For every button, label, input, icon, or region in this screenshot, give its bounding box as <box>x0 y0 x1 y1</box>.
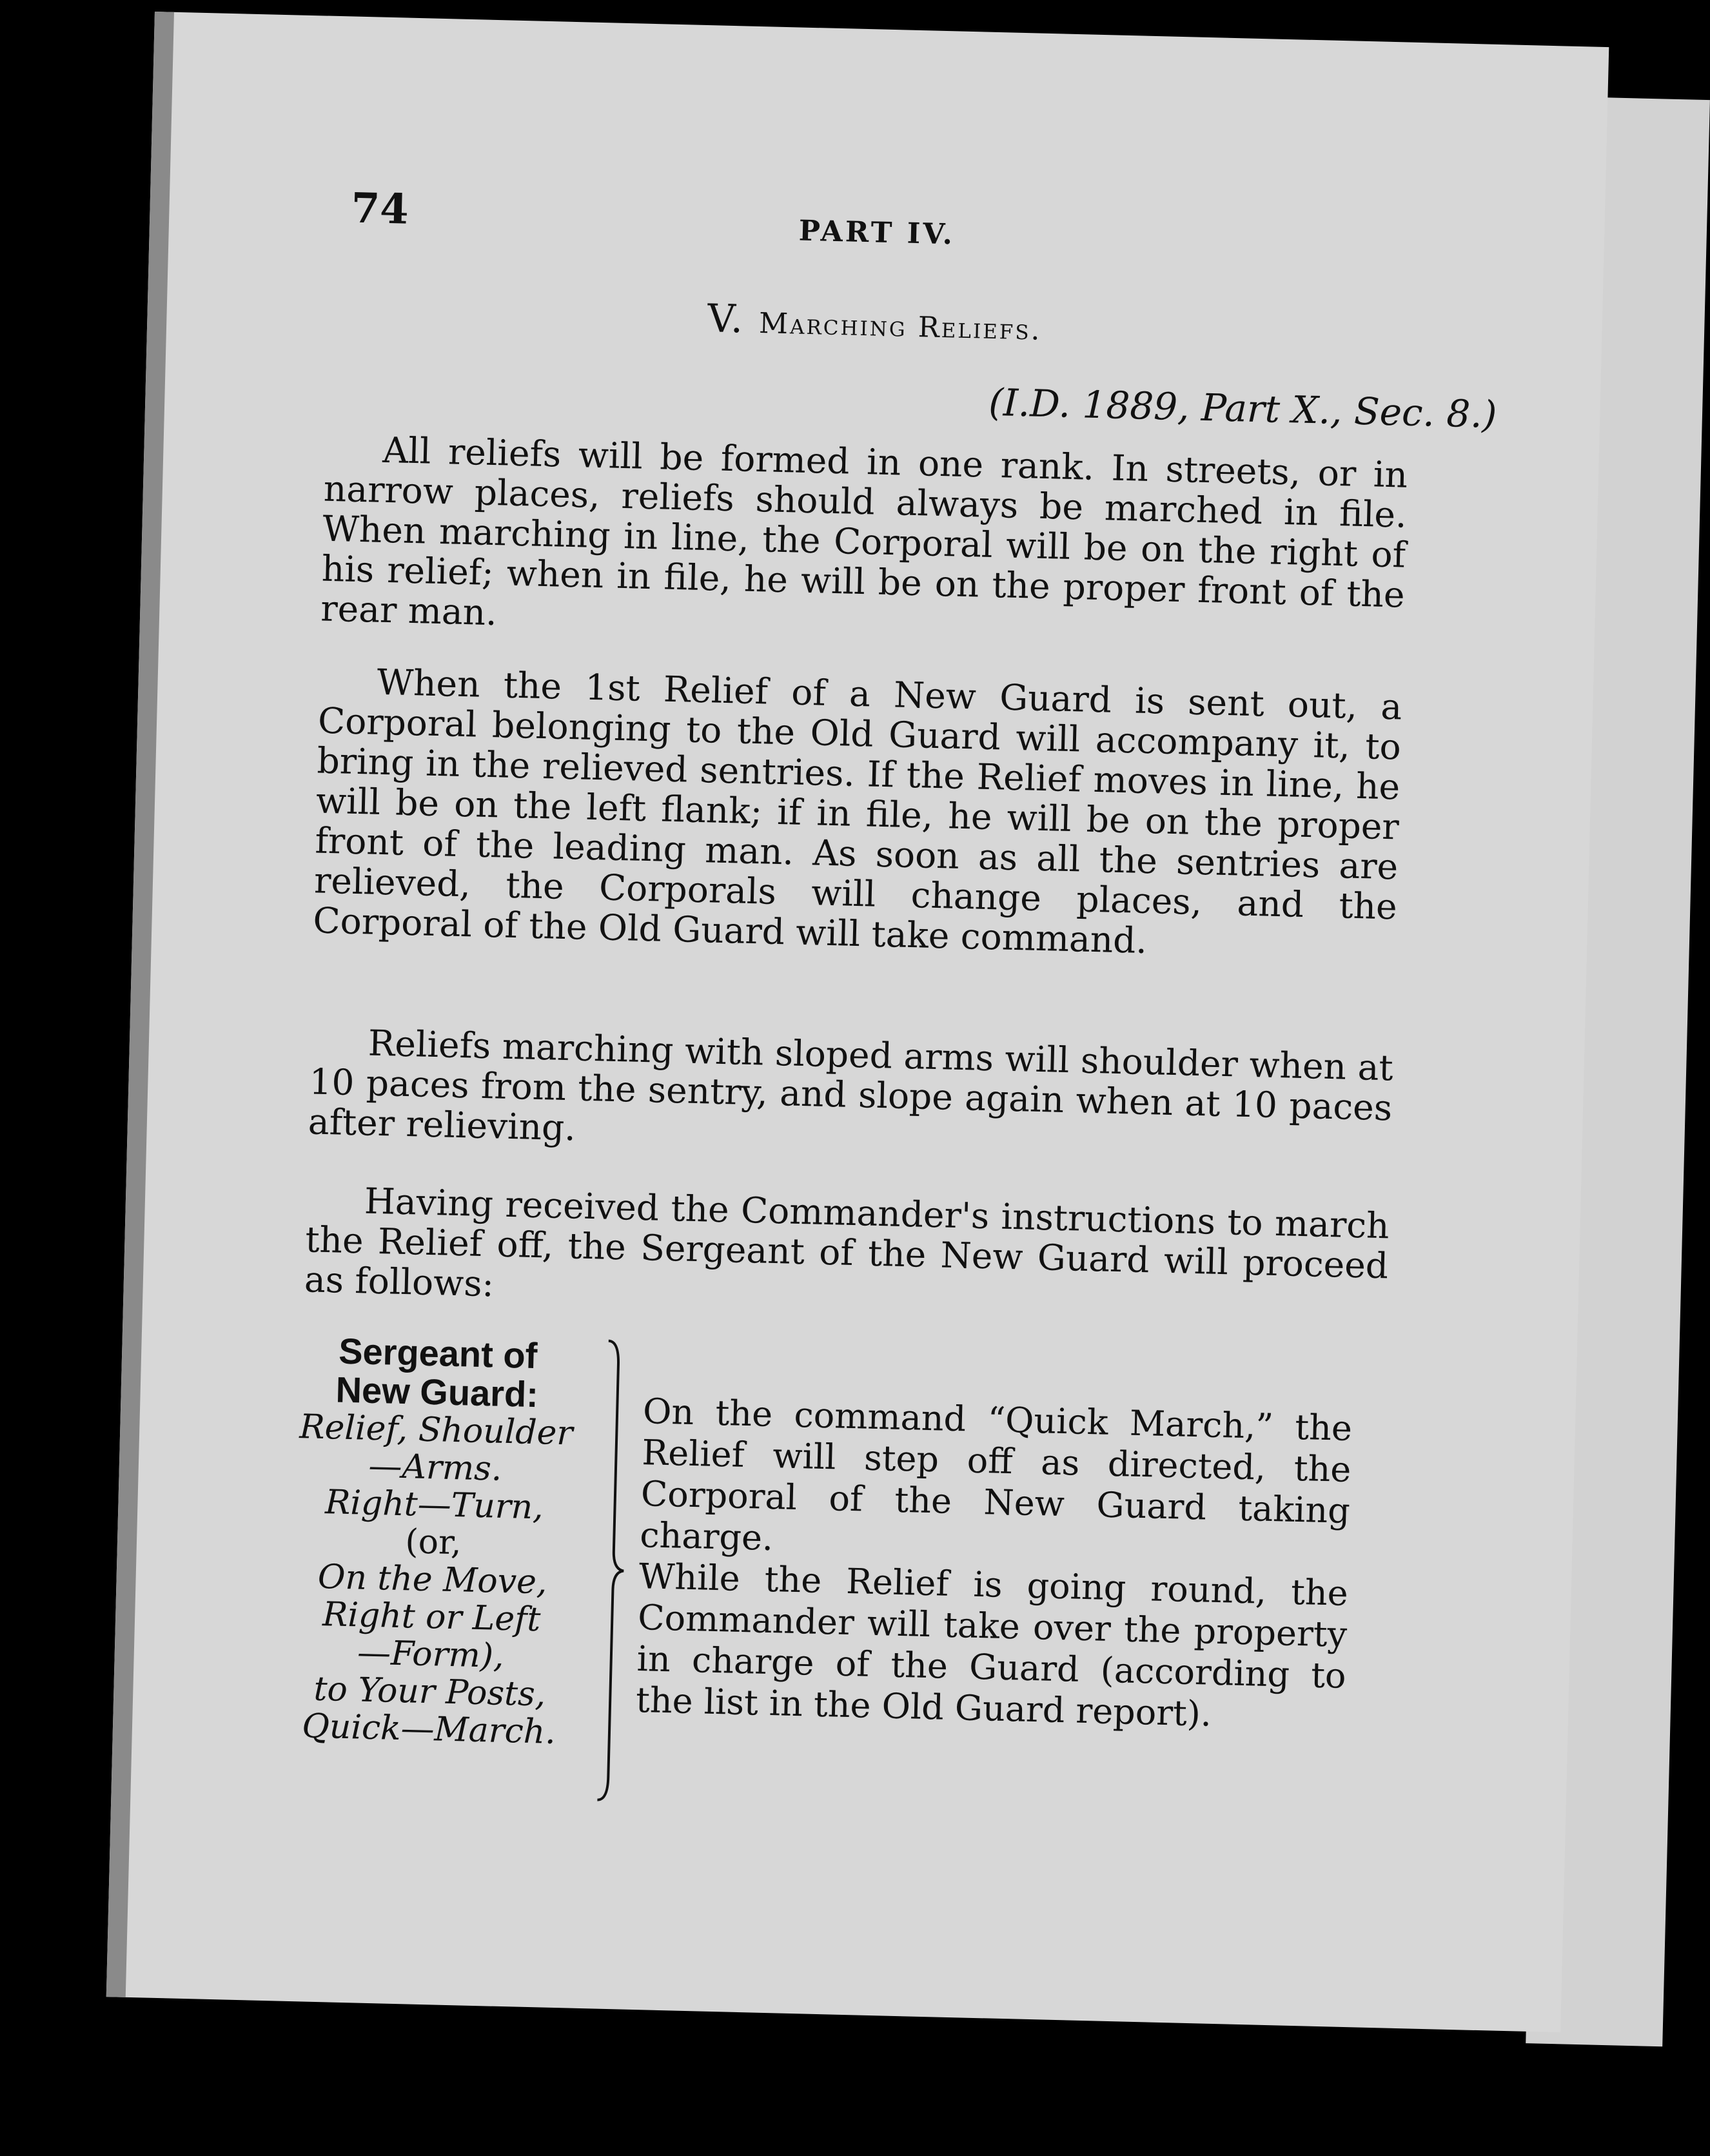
section-numeral: V. <box>707 296 746 342</box>
drill-command: Relief, Shoulder <box>299 1407 573 1453</box>
page-number: 74 <box>350 184 409 234</box>
paragraph: All reliefs will be formed in one rank. In streets, or in narrow places, reliefs should always be marched in file. When marching in line, the Corporal will be on the right of his relief; when in file, he will be on the proper front of the rear man. <box>320 429 1408 634</box>
drill-command: Quick—March. <box>301 1707 556 1752</box>
drill-command: —Arms. <box>368 1446 503 1489</box>
paragraph: Having received the Commander's instructions to march the Relief off, the Sergeant of the New Guard will proceed as follows: <box>304 1180 1390 1305</box>
running-head: PART IV. <box>798 214 956 251</box>
drill-commands <box>267 1330 600 1752</box>
drill-heading-line: New Guard: <box>335 1369 539 1415</box>
drill-note: On the command “Quick March,” the Relief will step off as directed, the Corporal of the New Guard taking charge. <box>639 1391 1353 1559</box>
drill-table <box>266 1330 1451 1848</box>
drill-command: On the Move, <box>317 1557 548 1602</box>
drill-note: While the Relief is going round, the Commander will take over the property in charge of the Guard (according to the list in the Old Guard report). <box>635 1556 1349 1734</box>
drill-notes <box>635 1391 1352 1738</box>
drill-command: to Your Posts, <box>313 1669 546 1714</box>
drill-command: Right or Left <box>322 1595 542 1640</box>
drill-command: (or, <box>404 1522 462 1563</box>
section-title-text: Marching Reliefs. <box>758 307 1043 347</box>
drill-heading-line: Sergeant of <box>338 1330 538 1377</box>
drill-command: —Form), <box>357 1633 505 1676</box>
curly-brace <box>595 1338 632 1803</box>
paragraph: Reliefs marching with sloped arms will shoulder when at 10 paces from the sentry, and slope again when at 10 paces after relieving. <box>308 1022 1394 1149</box>
section-title <box>147 282 1602 363</box>
drill-command: Right—Turn, <box>324 1483 544 1527</box>
paragraph: When the 1st Relief of a New Guard is sent out, a Corporal belonging to the Old Guard will accompany it, to bring in the relieved sentries. If the Relief moves in line, he will be on the left flank; if in file, he will be on the proper front of the leading man. As soon as all the sentries are relieved, the Corporals will change places, and the Corporal of the Old Guard will take command. <box>312 661 1403 962</box>
citation: (I.D. 1889, Part X., Sec. 8.) <box>988 380 1498 437</box>
book-page <box>106 12 1609 2032</box>
